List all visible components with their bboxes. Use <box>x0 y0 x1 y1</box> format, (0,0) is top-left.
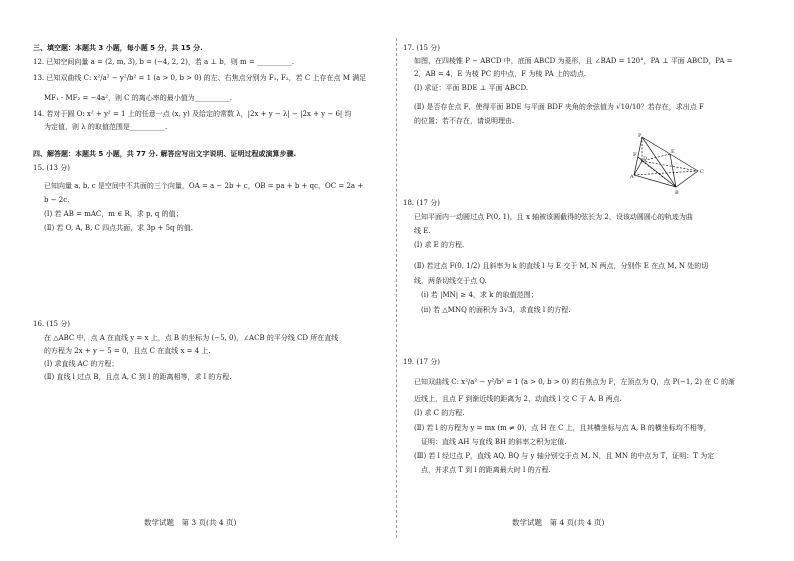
section3-heading: 三、填空题：本题共 3 小题，每小题 5 分，共 15 分. <box>33 44 203 52</box>
question-16-part-1: (Ⅰ) 求直线 AC 的方程； <box>44 360 119 368</box>
question-17-header: 17. (15 分) <box>403 44 440 52</box>
question-19-header: 19. (17 分) <box>403 358 440 366</box>
question-17-line-2: 2，AB = 4，E 为棱 PC 的中点，F 为棱 PA 上的动点. <box>414 70 587 78</box>
label-p: P <box>638 133 642 139</box>
question-17-part-1: (Ⅰ) 求证：平面 BDE ⊥ 平面 ABCD. <box>414 84 529 92</box>
question-18-part-2-line-2: 线，两条切线交于点 Q. <box>414 277 487 285</box>
question-19-part-2-line-1: (Ⅱ) 若 l 的方程为 y = mx (m ≠ 0)，点 H 在 C 上，且其横坐标与点 A, B 的横坐标均不相等， <box>414 424 711 432</box>
label-b: B <box>675 190 679 195</box>
label-d: D <box>643 156 648 162</box>
page-footer-4: 数学试题 第 4 页(共 4 页) <box>512 518 605 527</box>
question-15-line-2: b − 2c. <box>44 196 70 204</box>
question-12: 12. 已知空间向量 a = (2, m, 3), b = (−4, 2, 2)，若 a ⊥ b，则 m = __________. <box>33 58 295 66</box>
question-17-part-2-line-1: (Ⅱ) 是否存在点 F，使得平面 BDE 与平面 BDF 夹角的余弦值为 √10/10？若存在，求出点 F <box>414 103 704 111</box>
question-17-part-2-line-2: 的位置；若不存在，请说明理由. <box>414 117 515 125</box>
label-a: A <box>630 174 634 180</box>
section4-heading: 四、解答题：本题共 5 小题，共 77 分. 解答应写出文字说明、证明过程或演算步骤. <box>33 150 297 158</box>
question-18-line-1: 已知平面内一动圆过点 P(0, 1)，且 x 轴被该圆截得的弦长为 2，设该动圆圆心的轨迹为曲 <box>414 213 693 221</box>
question-16-line-1: 在 △ABC 中，点 A 在直线 y = x 上，点 B 的坐标为 (−5, 0)，∠ACB 的平分线 CD 所在直线 <box>44 334 339 342</box>
question-18-part-2-line-1: (Ⅱ) 若过点 F(0, 1/2) 且斜率为 k 的直线 l 与 E 交于 M, N 两点，分别作 E 在点 M, N 处的切 <box>414 262 709 270</box>
label-e: E <box>671 149 675 155</box>
question-17-line-1: 如图，在四棱锥 P − ABCD 中，底面 ABCD 为菱形，且 ∠BAD = 120°，PA ⊥ 平面 ABCD，PA = <box>414 57 733 65</box>
question-18-sub-2: (ⅱ) 若 △MNQ 的面积为 3√3，求直线 l 的方程. <box>421 306 571 314</box>
question-18-header: 18. (17 分) <box>403 199 440 207</box>
question-16-header: 16. (15 分) <box>33 320 70 328</box>
question-15-part-1: (Ⅰ) 若 AB = mAC，m ∈ R，求 p, q 的值； <box>44 210 183 218</box>
pyramid-figure <box>630 131 710 195</box>
question-13-line-1: 13. 已知双曲线 C: x²/a² − y²/b² = 1 (a > 0, b > 0) 的左、右焦点分别为 F₁, F₂，若 C 上存在点 M 满足 <box>33 74 367 82</box>
question-19-line-1: 已知双曲线 C: x²/a² − y²/b² = 1 (a > 0, b > 0) 的右焦点为 F，左顶点为 Q，点 P(−1, 2) 在 C 的渐 <box>414 378 735 386</box>
question-14-line-1: 14. 若对于圆 O: x² + y² = 1 上的任意一点 (x, y) 及给定的常数 λ，|2x + y − λ| − |2x + y − 6| 均 <box>33 110 352 118</box>
question-19-part-3-line-2: 点，并求点 T 到 l 的距离最大时 l 的方程. <box>421 466 551 474</box>
edge-ab <box>634 175 676 187</box>
label-f: F <box>633 152 637 158</box>
pyramid-diagram <box>630 131 710 195</box>
page-footer-3: 数学试题 第 3 页(共 4 页) <box>144 518 237 527</box>
question-19-part-1: (Ⅰ) 求 C 的方程. <box>414 409 465 417</box>
question-13-line-2: MF₁ · MF₂ = −4a²，则 C 的离心率的最小值为__________. <box>44 94 232 102</box>
question-19-part-3-line-1: (Ⅲ) 若 l 经过点 P，直线 AQ, BQ 与 y 轴分别交于点 M, N，且 MN 的中点为 T，证明：T 为定 <box>414 452 715 460</box>
diagonal-ac <box>634 171 698 175</box>
exam-page-4 <box>397 0 794 561</box>
question-18-sub-1: (ⅰ) 若 |MN| ≥ 4，求 k 的取值范围； <box>421 291 538 299</box>
question-15-part-2: (Ⅱ) 若 O, A, B, C 四点共面，求 3p + 5q 的值. <box>44 224 193 232</box>
question-19-part-2-line-2: 证明：直线 AH 与直线 BH 的斜率之积为定值. <box>421 438 567 446</box>
edge-bc <box>676 171 698 187</box>
label-c: C <box>700 169 704 175</box>
question-19-line-2: 近线上，且点 F 到渐近线的距离为 2，动直线 l 交 C 于 A, B 两点. <box>414 395 622 403</box>
question-15-line-1: 已知向量 a, b, c 是空间中不共面的三个向量，OA = a − 2b + c，OB = pa + b + qc，OC = 2a + <box>44 182 364 190</box>
question-16-line-2: 的方程为 2x + y − 5 = 0，且点 C 在直线 x = 4 上. <box>44 347 211 355</box>
question-18-part-1: (Ⅰ) 求 E 的方程. <box>414 241 465 249</box>
question-16-part-2: (Ⅱ) 直线 l 过点 B，且点 A, C 到 l 的距离相等，求 l 的方程. <box>44 373 232 381</box>
question-15-header: 15. (13 分) <box>33 164 70 172</box>
question-14-line-2: 为定值，则 λ 的取值范围是__________. <box>44 123 168 131</box>
question-18-line-2: 线 E. <box>414 227 431 235</box>
